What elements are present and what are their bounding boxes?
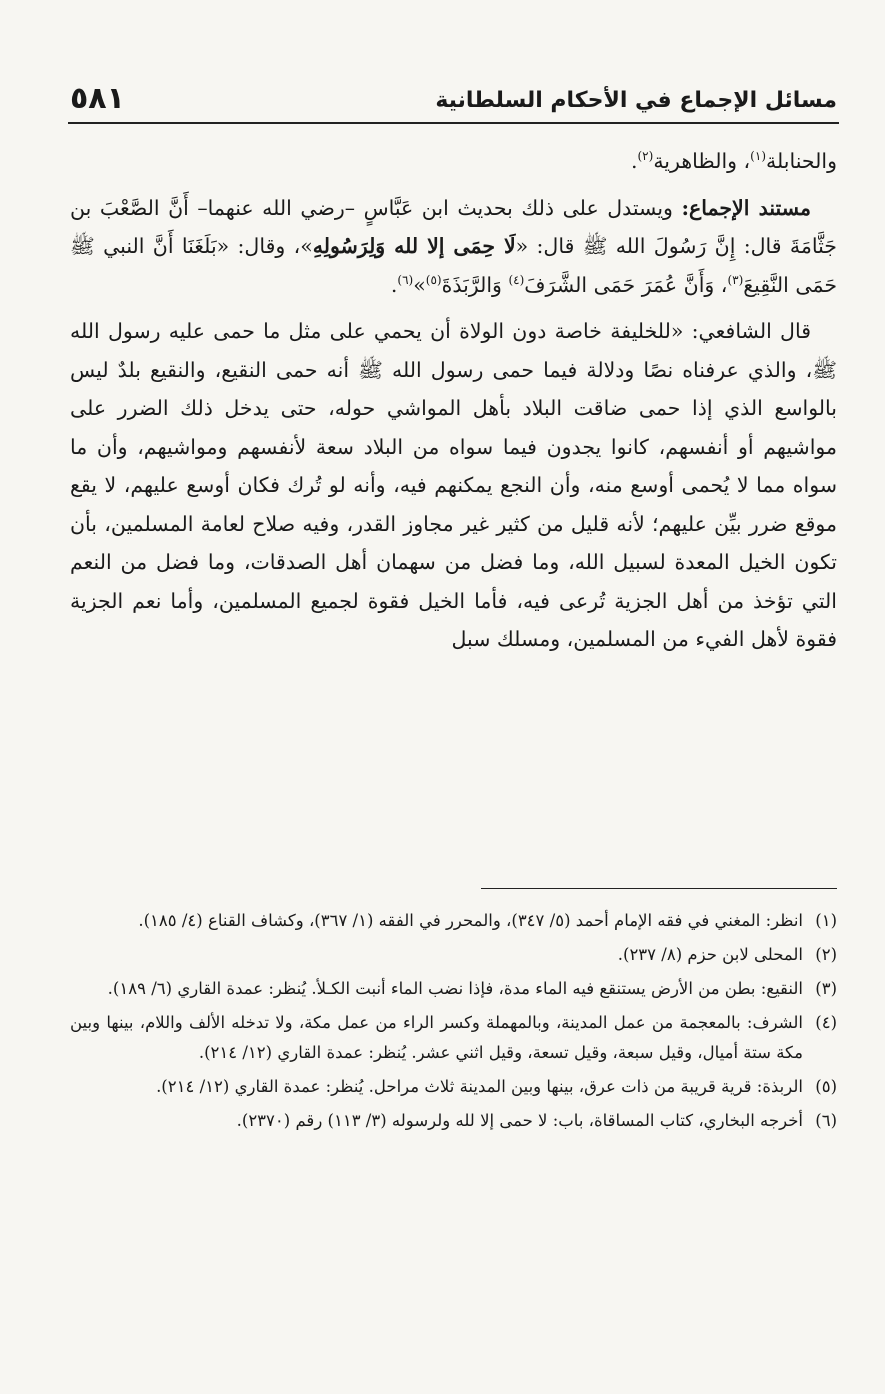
- text-run: ويستدل على ذلك بحديث ابن عَبَّاسٍ –رضي الله عنهما– أَنَّ الصَّعْبَ بن جَثَّامَةَ قال: إِنَّ رَسُولَ الله ﷺ قال: «: [70, 195, 837, 258]
- text-run: »، وقال: «بَلَغَنَا أَنَّ النبي ﷺ حَمَى النَّقِيعَ: [70, 234, 837, 297]
- footnote-3: [70, 974, 837, 1004]
- footnote-text: أخرجه البخاري، كتاب المساقاة، باب: لا حمى إلا لله ولرسوله (٣/ ١١٣) رقم (٢٣٧٠).: [236, 1111, 803, 1130]
- text-run: ، والظاهرية: [653, 149, 751, 173]
- footnote-ref-1: (١): [750, 149, 766, 164]
- footnote-ref-5: (٥): [425, 272, 442, 287]
- footnotes: [70, 906, 837, 1140]
- text-run: .: [390, 272, 398, 297]
- text-run: .: [630, 149, 638, 173]
- footnote-number: (٣): [815, 979, 837, 998]
- footnote-6: [70, 1106, 837, 1136]
- paragraph-1: [70, 142, 837, 181]
- footnote-number: (٤): [815, 1013, 837, 1032]
- text-run: »: [413, 272, 426, 297]
- text-run: ، وَأَنَّ عُمَرَ حَمَى الشَّرَفَ: [524, 272, 728, 297]
- footnote-2: [70, 940, 837, 970]
- main-text: [70, 142, 837, 667]
- footnote-number: (٦): [815, 1111, 837, 1130]
- footnote-text: النقيع: بطن من الأرض يستنقع فيه الماء مدة، فإذا نضب الماء أنبت الكـلأ. يُنظر: عمدة القاري (٦/ ١٨٩).: [107, 979, 803, 998]
- header-rule: [68, 122, 839, 124]
- footnote-ref-3: (٣): [727, 272, 744, 287]
- section-label: مستند الإجماع:: [681, 195, 811, 220]
- footnote-number: (٢): [815, 945, 837, 964]
- footnote-text: انظر: المغني في فقه الإمام أحمد (٥/ ٣٤٧)، والمحرر في الفقه (١/ ٣٦٧)، وكشاف القناع (٤/ ١٨٥).: [138, 911, 803, 930]
- running-title: مسائل الإجماع في الأحكام السلطانية: [435, 88, 837, 113]
- footnote-number: (٥): [815, 1077, 837, 1096]
- page-header: [70, 72, 837, 116]
- text-run: والحنابلة: [766, 149, 837, 173]
- paragraph-2: [70, 189, 837, 305]
- footnote-number: (١): [815, 911, 837, 930]
- hadith-text: لَا حِمَى إلا لله وَلِرَسُولِهِ: [312, 234, 516, 258]
- footnote-text: الشرف: بالمعجمة من عمل المدينة، وبالمهملة وكسر الراء من عمل مكة، ولا تدخله الألف واللام، بينها وبين مكة ستة أميال، وقيل سبعة، وقيل تسعة، وقيل اثني عشر. يُنظر: عمدة القاري (١٢/ ٢١٤).: [70, 1013, 803, 1062]
- text-run: وَالرَّبَذَةَ: [441, 272, 509, 297]
- footnote-ref-6: (٦): [397, 272, 414, 287]
- footnote-4: [70, 1008, 837, 1068]
- footnote-5: [70, 1072, 837, 1102]
- footnote-1: [70, 906, 837, 936]
- footnote-ref-4: (٤): [508, 272, 525, 287]
- page-number: ٥٨١: [70, 81, 125, 116]
- footnote-text: المحلى لابن حزم (٨/ ٢٣٧).: [617, 945, 803, 964]
- footnote-text: الربذة: قرية قريبة من ذات عرق، بينها وبين المدينة ثلاث مراحل. يُنظر: عمدة القاري (١٢/ ٢١٤).: [156, 1077, 803, 1096]
- paragraph-3: قال الشافعي: «للخليفة خاصة دون الولاة أن يحمي على مثل ما حمى عليه رسول الله ﷺ، والذي عرفناه نصًا ودلالة فيما حمى رسول الله ﷺ أنه حمى النقيع، والنقيع بلدٌ ليس بالواسع الذي إذا حمى ضاقت البلاد بأهل المواشي حوله، حتى يدخل ذلك الضرر على مواشيهم أو أنفسهم، كانوا يجدون فيما سواه من البلاد سعة لأنفسهم ومواشيهم، وأن ما سواه مما لا يُحمى أوسع منه، وأن النجع يمكنهم فيه، وأنه لو تُرك فكان أوسع عليهم، لا يقع موقع ضرر بيِّن عليهم؛ لأنه قليل من كثير غير مجاوز القدر، وفيه صلاح لعامة المسلمين، بأن تكون الخيل المعدة لسبيل الله، وما فضل من سهمان أهل الصدقات، وما فضل من النعم التي تؤخذ من أهل الجزية تُرعى فيه، فأما الخيل فقوة لجميع المسلمين، وأما نعم الجزية فقوة لأهل الفيء من المسلمين، ومسلك سبل: [70, 319, 837, 651]
- footnote-separator: [481, 888, 837, 889]
- footnote-ref-2: (٢): [637, 149, 654, 164]
